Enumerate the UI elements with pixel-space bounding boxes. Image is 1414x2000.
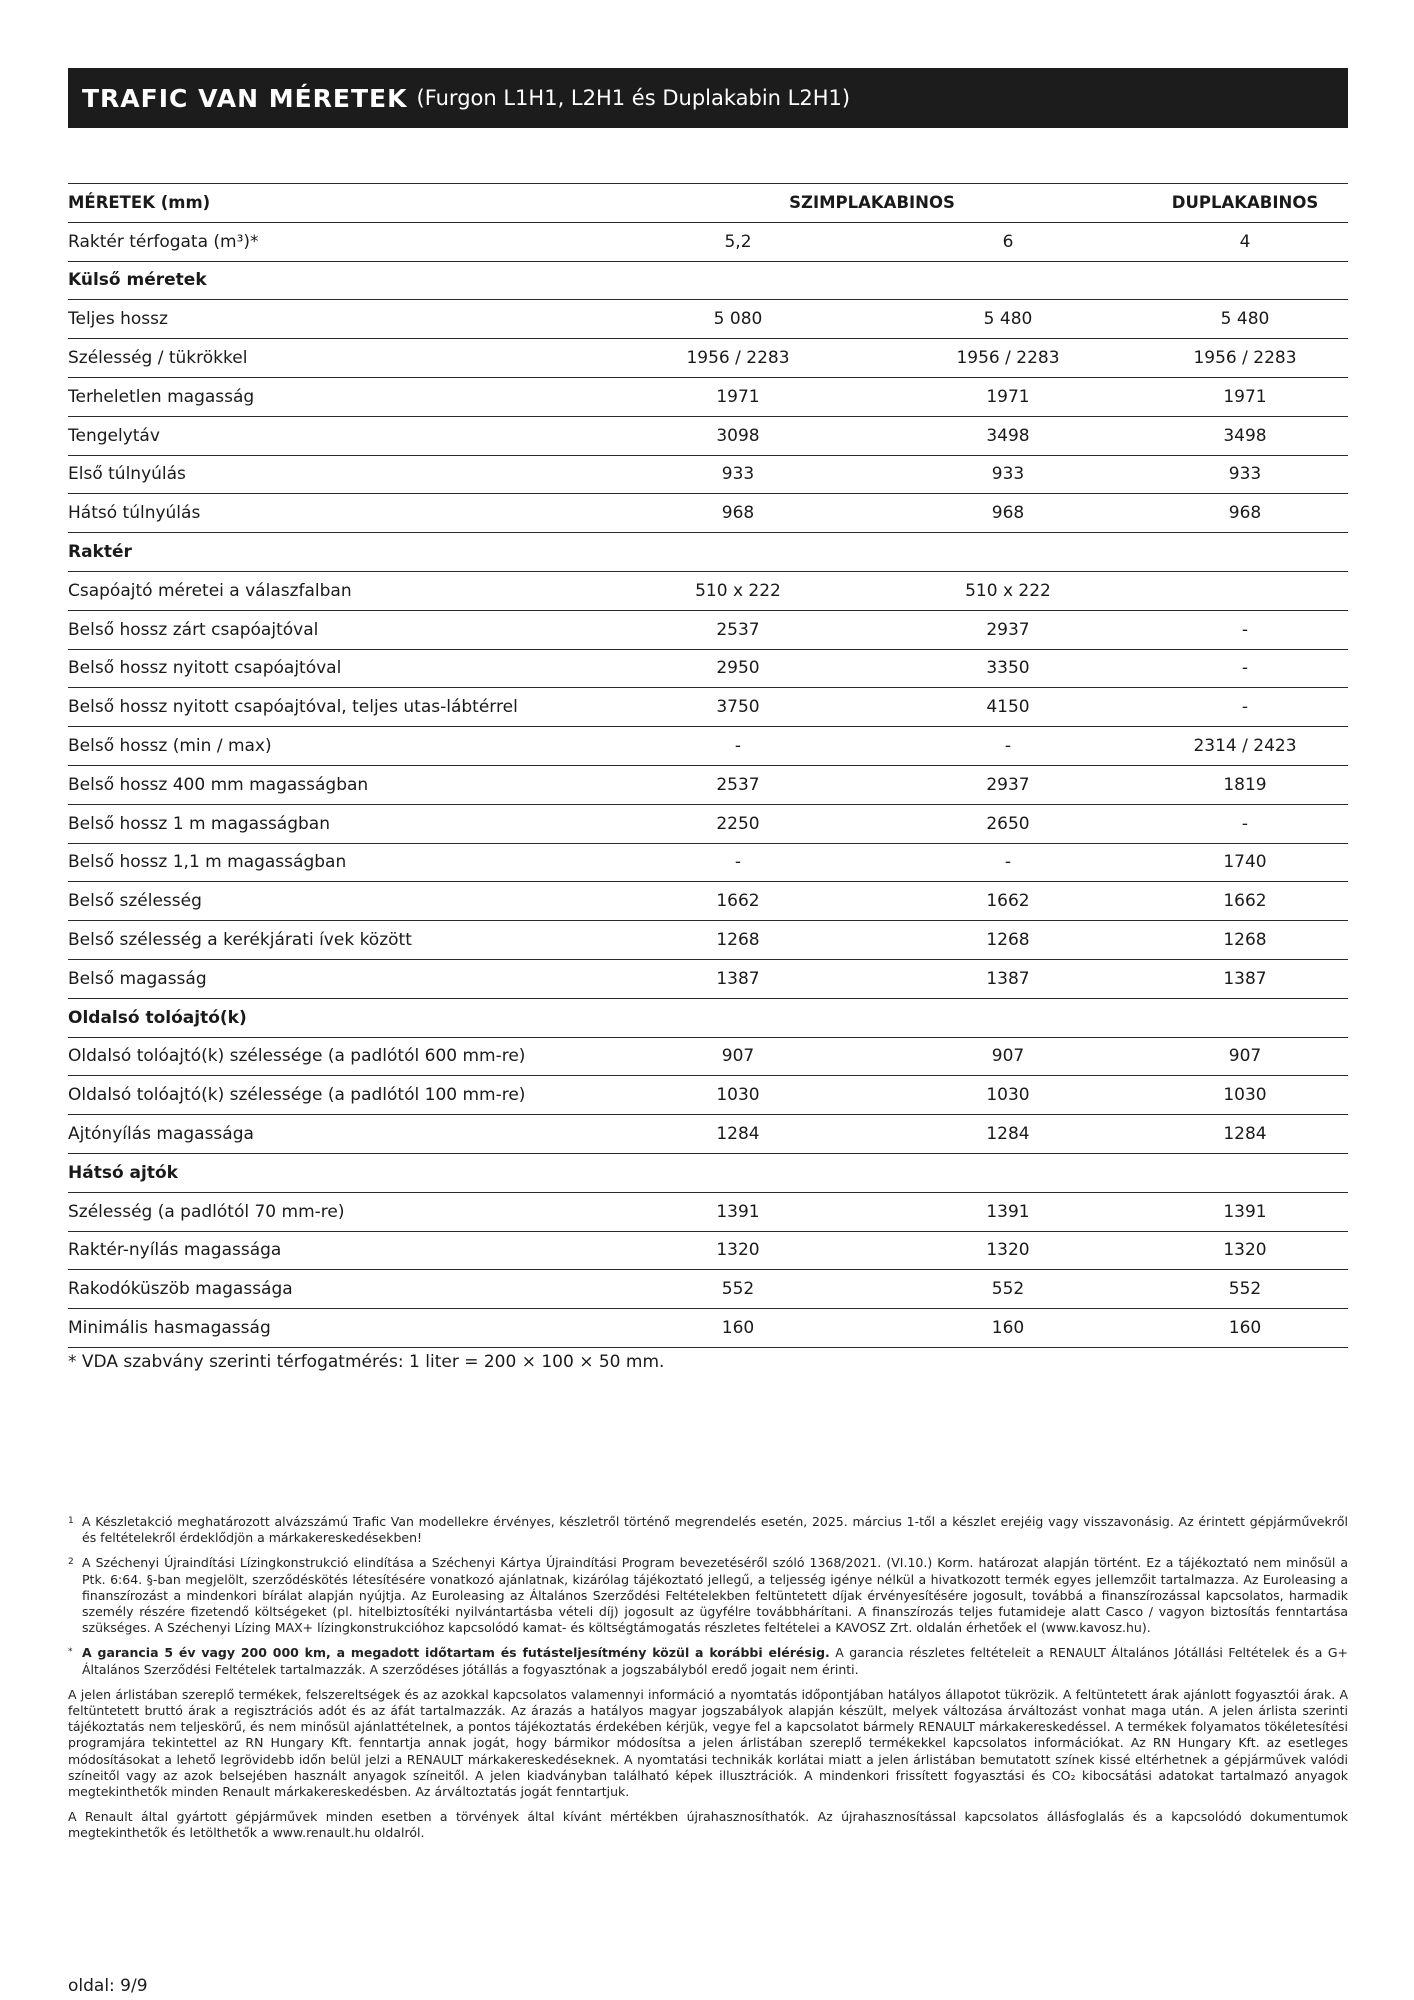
recycling-paragraph: A Renault által gyártott gépjárművek minden esetben a törvények által kívánt mértékben újrahasznosíthatók. Az újrahasznosítással kapcsolatos állásfoglalás és a kapcsolódó dokumentumok megtekinthetők és letölthetők a www.renault.hu oldalról. bbox=[68, 1809, 1348, 1841]
row-value-l2h1: 1284 bbox=[874, 1115, 1142, 1154]
page-title: TRAFIC VAN MÉRETEK bbox=[82, 83, 408, 113]
row-label: Szélesség (a padlótól 70 mm-re) bbox=[68, 1192, 602, 1231]
section-title: Raktér bbox=[68, 533, 1348, 572]
row-value-duplakabin: - bbox=[1142, 649, 1348, 688]
row-label: Belső magasság bbox=[68, 959, 602, 998]
section-row bbox=[68, 998, 1348, 1037]
table-row bbox=[68, 959, 1348, 998]
row-value-l1h1: 1391 bbox=[602, 1192, 874, 1231]
volume-footnote: * VDA szabvány szerinti térfogatmérés: 1 liter = 200 × 100 × 50 mm. bbox=[68, 1352, 665, 1372]
row-label: Belső hossz 1 m magasságban bbox=[68, 804, 602, 843]
row-value-l2h1: 907 bbox=[874, 1037, 1142, 1076]
row-value-l1h1: 1387 bbox=[602, 959, 874, 998]
row-value-l2h1: 968 bbox=[874, 494, 1142, 533]
row-label: Csapóajtó méretei a válaszfalban bbox=[68, 571, 602, 610]
row-value-l1h1: 1268 bbox=[602, 921, 874, 960]
row-value-duplakabin: 968 bbox=[1142, 494, 1348, 533]
section-row bbox=[68, 261, 1348, 300]
section-title: Oldalsó tolóajtó(k) bbox=[68, 998, 1348, 1037]
row-value-l1h1: 3750 bbox=[602, 688, 874, 727]
row-value-l2h1: 1030 bbox=[874, 1076, 1142, 1115]
row-value-l2h1: 552 bbox=[874, 1270, 1142, 1309]
row-label: Teljes hossz bbox=[68, 300, 602, 339]
row-value-duplakabin: 5 480 bbox=[1142, 300, 1348, 339]
row-value-duplakabin: - bbox=[1142, 688, 1348, 727]
row-value-l1h1: 933 bbox=[602, 455, 874, 494]
row-value-l2h1: 1662 bbox=[874, 882, 1142, 921]
row-value-l1h1: - bbox=[602, 843, 874, 882]
table-row bbox=[68, 882, 1348, 921]
row-label: Belső hossz 1,1 m magasságban bbox=[68, 843, 602, 882]
footnote-marker: 2 bbox=[68, 1557, 74, 1568]
row-value-l2h1: 4150 bbox=[874, 688, 1142, 727]
row-value-l2h1: 1320 bbox=[874, 1231, 1142, 1270]
row-label: Szélesség / tükrökkel bbox=[68, 339, 602, 378]
row-value-l2h1: 160 bbox=[874, 1309, 1142, 1348]
disclaimer-paragraph: A jelen árlistában szereplő termékek, felszereltségek és az azokkal kapcsolatos valamennyi információ a nyomtatás időpontjában hatályos állapotot tükrözik. A feltüntetett árak ajánlott fogyasztói árak. A feltüntetett bruttó árak a regisztrációs adót és az áfát tartalmazzák. Az árazás a hatályos magyar jogszabályok alapján készült, melyek változása árváltozást vonhat maga után. A jelen árlista szerinti tájékoztatás nem teljeskörű, és nem minősül ajánlattételnek, a pontos tájékoztatás érdekében kérjük, vegye fel a kapcsolatot bármely RENAULT márkakereskedéssel. A termékek folyamatos tökéletesítési programjára tekintettel az RN Hungary Kft. fenntartja annak jogát, hogy bármikor módosítsa a jelen árlistában szereplő termékekkel kapcsolatos információkat. Az RN Hungary Kft. az esetleges módosításokat a lehető legrövidebb időn belül jelzi a RENAULT márkakereskedéseknek. A nyomtatási technikák korlátai miatt a jelen árlistában bemutatott színek kissé eltérhetnek a gépjárművek valódi színeitől vagy az azok belsejében használt anyagok színeitől. A jelen kiadványban található képek illusztrációk. A mindenkori frissített fogyasztási és CO₂ kibocsátási adatokat tartalmazó anyagok megtekinthetők minden Renault márkakereskedésben. Az árváltoztatás jogát fenntartjuk. bbox=[68, 1686, 1348, 1800]
footnote-text: A Széchenyi Újraindítási Lízingkonstrukció elindítása a Széchenyi Kártya Újraindítási Program bevezetéséről szóló 1368/2021. (VI.10.) Korm. határozat alapján történt. Ez a tájékoztató nem minősül a Ptk. 6:64. §-ban megjelölt, szerződéskötés létesítésére vonatkozó ajánlatnak, kizárólag tájékoztató jellegű, a teljesség igénye nélkül a hivatkozott termék egyes jellemzőit tartalmazza. Az Euroleasing a finanszírozást a mindenkori bírálat alapján nyújtja. Az Euroleasing az Általános Szerződési Feltételekben feltüntetett díjak érvényesítésére jogosult, továbbá a finanszírozással kapcsolatos, harmadik személy részére fizetendő költségeket (pl. hitelbiztosítéki nyilvántartásba vételi díj) jogosult az ügyfélre továbbhárítani. A finanszírozás teljes futamideje alatt Casco / vagyon biztosítás fenntartása szükséges. A Széchenyi Lízing MAX+ lízingkonstrukcióhoz kapcsolódó kamat- és költségtámogatás részletes feltételei a KAVOSZ Zrt. oldalán érhetőek el (www.kavosz.hu). bbox=[82, 1555, 1348, 1636]
table-row bbox=[68, 727, 1348, 766]
row-value-l2h1: 2650 bbox=[874, 804, 1142, 843]
footnote-warranty bbox=[68, 1645, 1348, 1677]
row-value-duplakabin: - bbox=[1142, 610, 1348, 649]
table-row bbox=[68, 416, 1348, 455]
row-value-l1h1: 907 bbox=[602, 1037, 874, 1076]
table-row bbox=[68, 1270, 1348, 1309]
row-label: Belső hossz nyitott csapóajtóval, teljes utas-lábtérrel bbox=[68, 688, 602, 727]
row-value-duplakabin: 1740 bbox=[1142, 843, 1348, 882]
footnotes bbox=[68, 1514, 1348, 1851]
table-row bbox=[68, 494, 1348, 533]
table-row bbox=[68, 649, 1348, 688]
table-row bbox=[68, 688, 1348, 727]
row-value-l2h1: 1971 bbox=[874, 377, 1142, 416]
header-label: MÉRETEK (mm) bbox=[68, 184, 602, 223]
row-value-l2h1: 2937 bbox=[874, 610, 1142, 649]
table-row bbox=[68, 1037, 1348, 1076]
row-label: Belső hossz 400 mm magasságban bbox=[68, 765, 602, 804]
row-value-l2h1: 1391 bbox=[874, 1192, 1142, 1231]
row-value-duplakabin: 1971 bbox=[1142, 377, 1348, 416]
row-label: Belső szélesség a kerékjárati ívek között bbox=[68, 921, 602, 960]
page-number: oldal: 9/9 bbox=[68, 1976, 148, 1996]
row-label: Ajtónyílás magassága bbox=[68, 1115, 602, 1154]
row-value-duplakabin: 160 bbox=[1142, 1309, 1348, 1348]
footnote-marker: * bbox=[68, 1647, 73, 1658]
row-value-duplakabin: 933 bbox=[1142, 455, 1348, 494]
row-value-l1h1: 5 080 bbox=[602, 300, 874, 339]
table-row bbox=[68, 765, 1348, 804]
row-value-l1h1: 552 bbox=[602, 1270, 874, 1309]
row-value-l2h1: 933 bbox=[874, 455, 1142, 494]
row-value-l1h1: 2250 bbox=[602, 804, 874, 843]
row-value-l1h1: 1971 bbox=[602, 377, 874, 416]
row-label: Oldalsó tolóajtó(k) szélessége (a padlótól 100 mm-re) bbox=[68, 1076, 602, 1115]
row-value-duplakabin: 1956 / 2283 bbox=[1142, 339, 1348, 378]
row-label: Minimális hasmagasság bbox=[68, 1309, 602, 1348]
title-banner bbox=[68, 68, 1348, 128]
section-title: Külső méretek bbox=[68, 261, 1348, 300]
row-value-l2h1: 6 bbox=[874, 222, 1142, 261]
row-value-l2h1: 510 x 222 bbox=[874, 571, 1142, 610]
row-label: Oldalsó tolóajtó(k) szélessége (a padlótól 600 mm-re) bbox=[68, 1037, 602, 1076]
row-value-duplakabin: 4 bbox=[1142, 222, 1348, 261]
row-value-l1h1: 160 bbox=[602, 1309, 874, 1348]
row-value-l2h1: 3350 bbox=[874, 649, 1142, 688]
row-value-l1h1: 1320 bbox=[602, 1231, 874, 1270]
row-value-duplakabin: 907 bbox=[1142, 1037, 1348, 1076]
table-header-row bbox=[68, 184, 1348, 223]
table-row bbox=[68, 377, 1348, 416]
row-value-duplakabin: 1268 bbox=[1142, 921, 1348, 960]
warranty-bold-text: A garancia 5 év vagy 200 000 km, a megadott időtartam és futásteljesítmény közül a korábbi elérésig. bbox=[82, 1645, 830, 1661]
table-row bbox=[68, 1309, 1348, 1348]
row-label: Belső hossz (min / max) bbox=[68, 727, 602, 766]
row-value-duplakabin: 552 bbox=[1142, 1270, 1348, 1309]
page-subtitle: (Furgon L1H1, L2H1 és Duplakabin L2H1) bbox=[416, 86, 851, 110]
row-value-l1h1: 968 bbox=[602, 494, 874, 533]
footnote-2 bbox=[68, 1555, 1348, 1636]
footnote-text: A Készletakció meghatározott alvázszámú Trafic Van modellekre érvényes, készletről történő megrendelés esetén, 2025. március 1-től a készlet erejéig vagy visszavonásig. Az érintett gépjárművekről és feltételekről érdeklődjön a márkakereskedésekben! bbox=[82, 1514, 1348, 1546]
table-row bbox=[68, 222, 1348, 261]
table-row bbox=[68, 921, 1348, 960]
row-value-l1h1: 1956 / 2283 bbox=[602, 339, 874, 378]
row-value-l1h1: 2537 bbox=[602, 765, 874, 804]
row-label: Raktér-nyílás magassága bbox=[68, 1231, 602, 1270]
row-value-duplakabin: 1662 bbox=[1142, 882, 1348, 921]
row-label: Belső hossz zárt csapóajtóval bbox=[68, 610, 602, 649]
row-label: Tengelytáv bbox=[68, 416, 602, 455]
row-value-l1h1: 3098 bbox=[602, 416, 874, 455]
row-label: Hátsó túlnyúlás bbox=[68, 494, 602, 533]
table-row bbox=[68, 571, 1348, 610]
table-row bbox=[68, 300, 1348, 339]
row-value-l1h1: 2950 bbox=[602, 649, 874, 688]
row-value-l2h1: 1387 bbox=[874, 959, 1142, 998]
row-value-l1h1: 1284 bbox=[602, 1115, 874, 1154]
row-value-duplakabin: 1030 bbox=[1142, 1076, 1348, 1115]
row-value-l2h1: 1956 / 2283 bbox=[874, 339, 1142, 378]
row-label: Terheletlen magasság bbox=[68, 377, 602, 416]
row-value-duplakabin: 3498 bbox=[1142, 416, 1348, 455]
table-row bbox=[68, 455, 1348, 494]
row-value-duplakabin: 1819 bbox=[1142, 765, 1348, 804]
table-row bbox=[68, 1192, 1348, 1231]
row-value-duplakabin: 2314 / 2423 bbox=[1142, 727, 1348, 766]
section-row bbox=[68, 1153, 1348, 1192]
row-value-duplakabin: 1284 bbox=[1142, 1115, 1348, 1154]
row-value-l2h1: 2937 bbox=[874, 765, 1142, 804]
row-label: Rakodóküszöb magassága bbox=[68, 1270, 602, 1309]
dimensions-table bbox=[68, 183, 1348, 1348]
table-row bbox=[68, 1076, 1348, 1115]
row-value-duplakabin: 1391 bbox=[1142, 1192, 1348, 1231]
table-row bbox=[68, 804, 1348, 843]
footnote-1 bbox=[68, 1514, 1348, 1546]
row-value-l1h1: 510 x 222 bbox=[602, 571, 874, 610]
row-value-duplakabin bbox=[1142, 571, 1348, 610]
row-value-l2h1: 1268 bbox=[874, 921, 1142, 960]
row-value-l2h1: 5 480 bbox=[874, 300, 1142, 339]
table-row bbox=[68, 339, 1348, 378]
row-value-l2h1: - bbox=[874, 727, 1142, 766]
row-label: Belső hossz nyitott csapóajtóval bbox=[68, 649, 602, 688]
table-row bbox=[68, 1231, 1348, 1270]
row-value-l1h1: 2537 bbox=[602, 610, 874, 649]
header-double-cab: DUPLAKABINOS bbox=[1142, 184, 1348, 223]
header-single-cab: SZIMPLAKABINOS bbox=[602, 184, 1142, 223]
row-value-duplakabin: 1387 bbox=[1142, 959, 1348, 998]
section-row bbox=[68, 533, 1348, 572]
row-label: Első túlnyúlás bbox=[68, 455, 602, 494]
row-value-duplakabin: 1320 bbox=[1142, 1231, 1348, 1270]
section-title: Hátsó ajtók bbox=[68, 1153, 1348, 1192]
row-value-l2h1: - bbox=[874, 843, 1142, 882]
row-label: Raktér térfogata (m³)* bbox=[68, 222, 602, 261]
row-value-l1h1: - bbox=[602, 727, 874, 766]
row-label: Belső szélesség bbox=[68, 882, 602, 921]
row-value-l2h1: 3498 bbox=[874, 416, 1142, 455]
table-row bbox=[68, 610, 1348, 649]
footnote-text: A garancia részletes feltételeit a RENAULT Általános Jótállási Feltételek és a G+ Általános Szerződési Feltételek tartalmazzák. A szerződéses jótállás a fogyasztónak a jogszabályból eredő jogait nem érinti. bbox=[82, 1645, 1348, 1677]
row-value-l1h1: 1030 bbox=[602, 1076, 874, 1115]
table-row bbox=[68, 1115, 1348, 1154]
row-value-l1h1: 5,2 bbox=[602, 222, 874, 261]
table-row bbox=[68, 843, 1348, 882]
footnote-marker: 1 bbox=[68, 1516, 74, 1526]
row-value-duplakabin: - bbox=[1142, 804, 1348, 843]
row-value-l1h1: 1662 bbox=[602, 882, 874, 921]
